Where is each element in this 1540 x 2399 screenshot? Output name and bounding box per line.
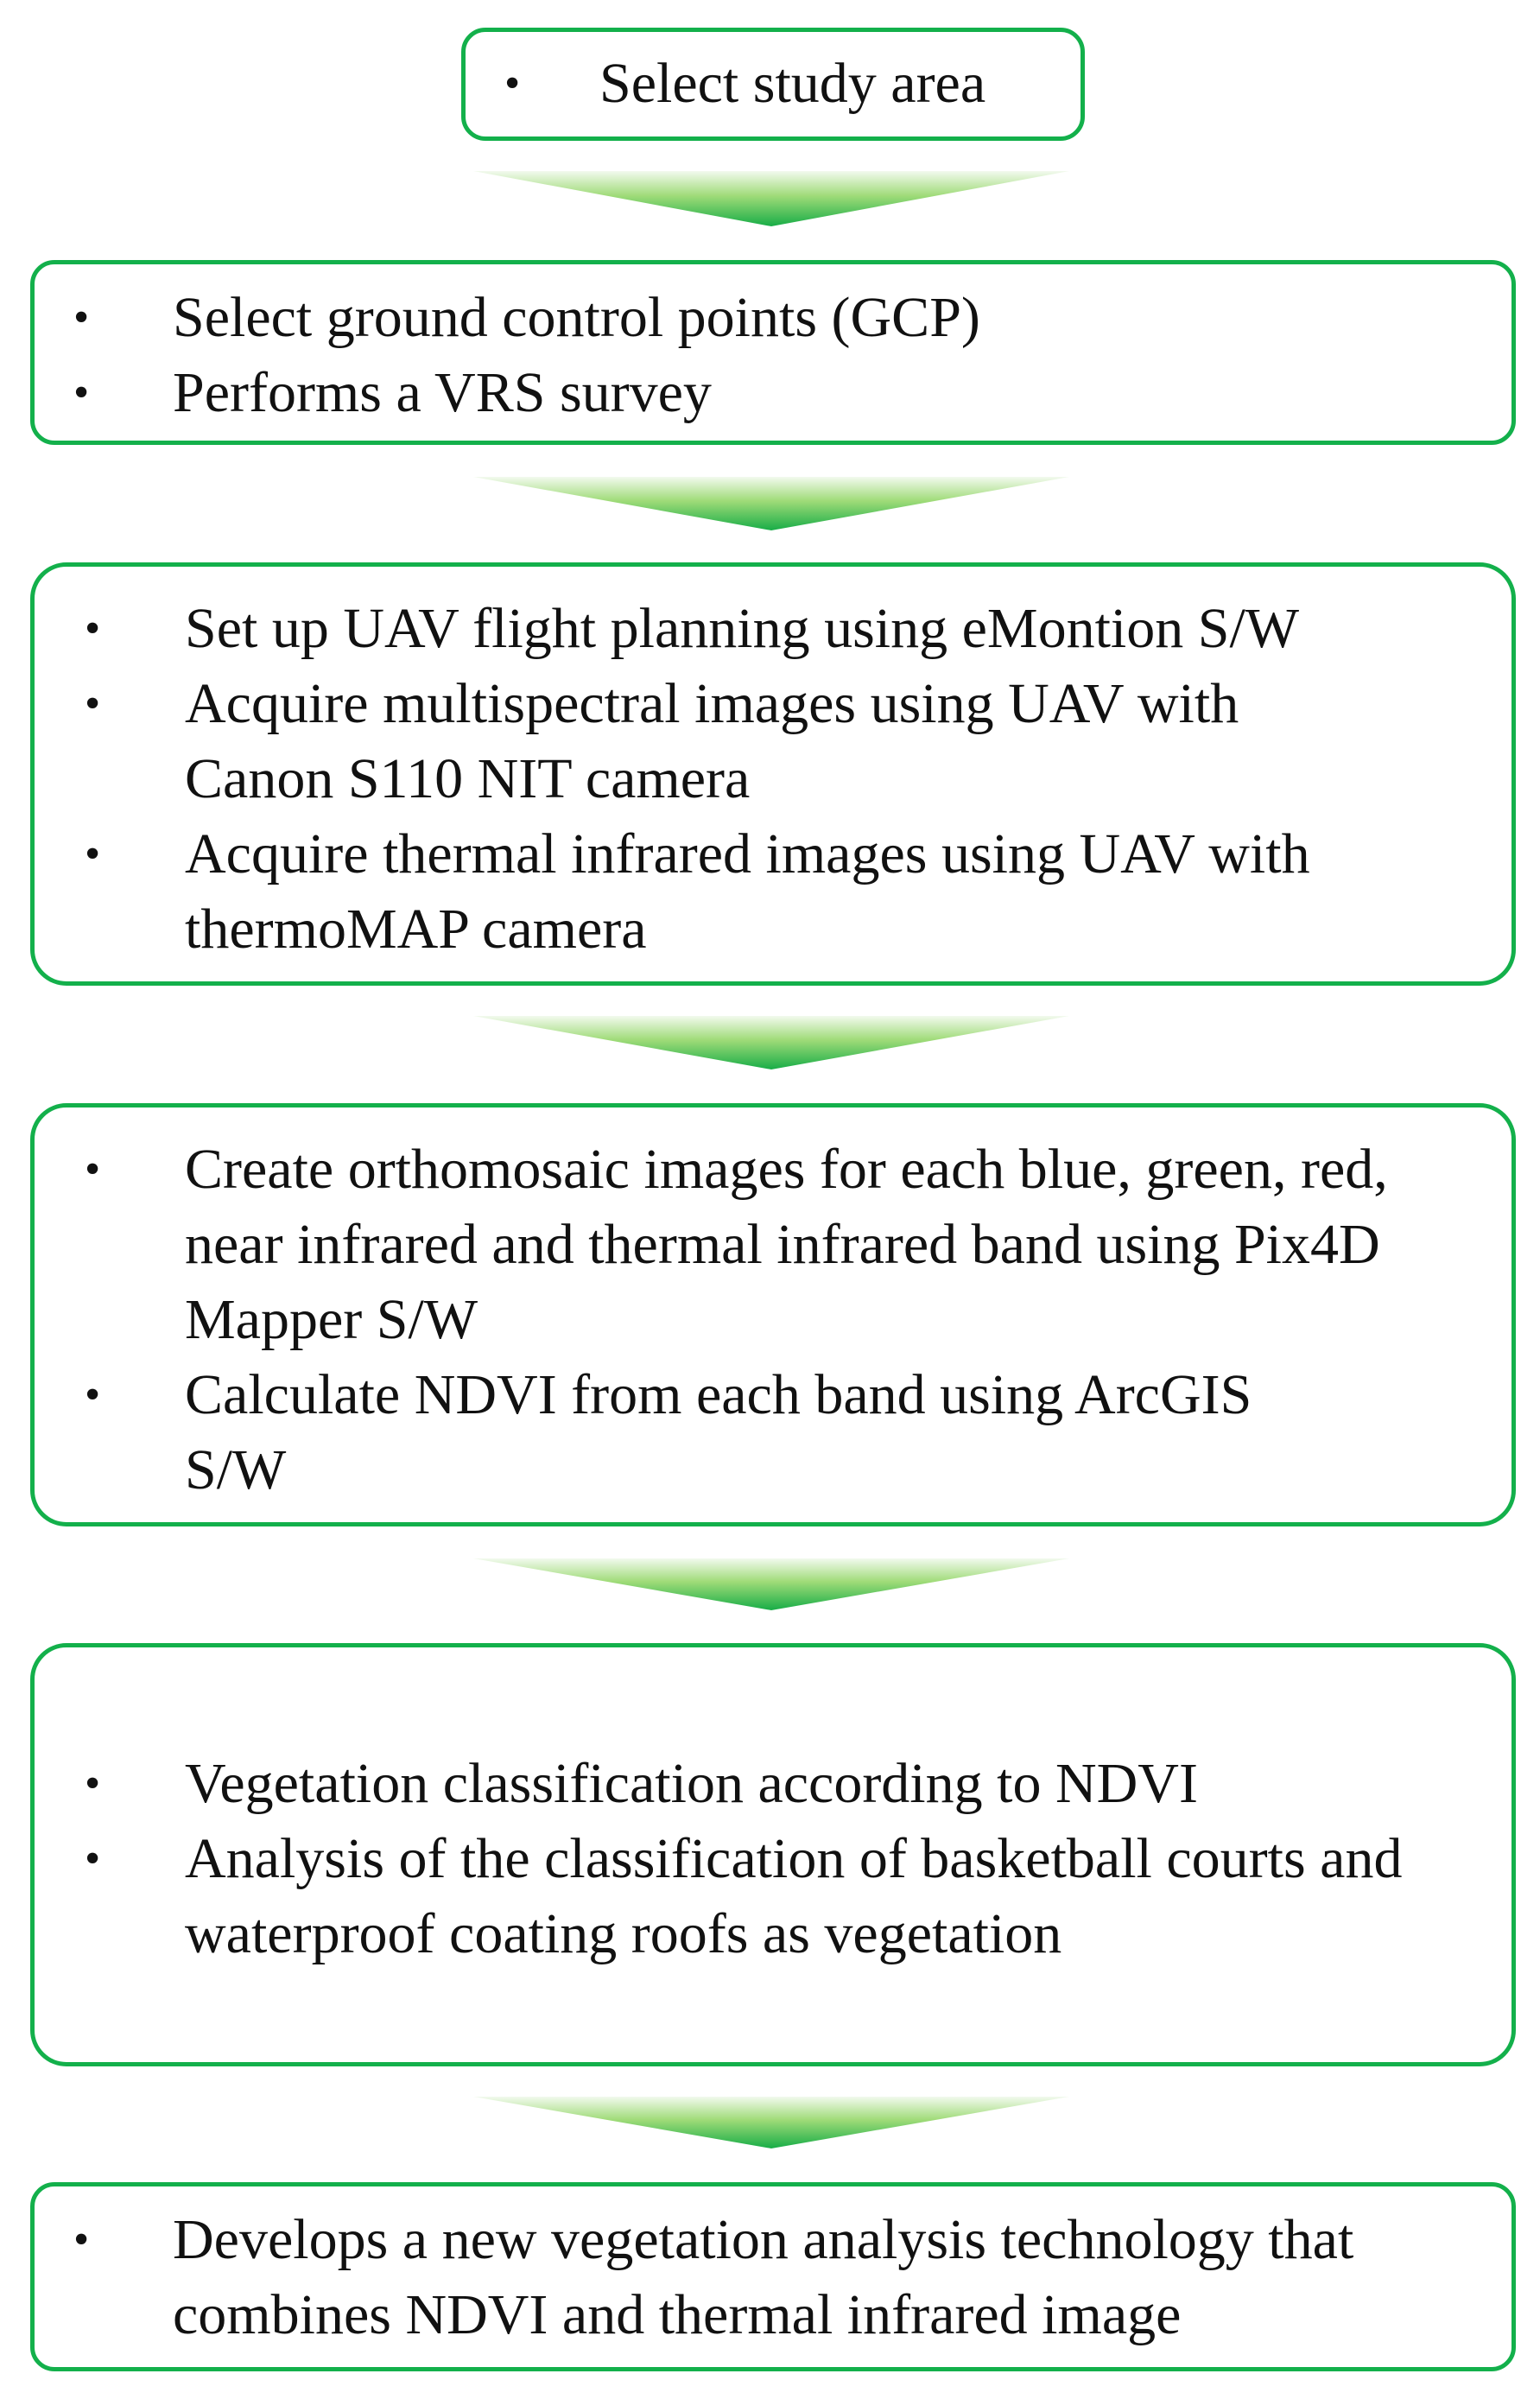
step-2-item: • Select ground control points (GCP)	[35, 280, 1511, 355]
step-3-item: • Set up UAV flight planning using eMontion S/W	[35, 591, 1511, 666]
bullet-icon: •	[73, 293, 90, 342]
step-2-item: • Performs a VRS survey	[35, 355, 1511, 430]
down-arrow-icon	[473, 1016, 1069, 1071]
step-4-item: • Calculate NDVI from each band using ArcGIS S/W	[35, 1357, 1511, 1507]
step-5-item: • Analysis of the classification of basketball courts and waterproof coating roofs as vegetation	[35, 1821, 1511, 1971]
down-arrow-icon	[473, 171, 1069, 228]
bullet-icon: •	[85, 1370, 101, 1419]
bullet-icon: •	[73, 2215, 90, 2264]
bullet-icon: •	[85, 1759, 101, 1808]
bullet-icon: •	[504, 59, 521, 108]
step-1-item: • Select study area	[466, 46, 1081, 121]
down-arrow-icon	[473, 1558, 1069, 1612]
step-3-item: • Acquire thermal infrared images using UAV with thermoMAP camera	[35, 816, 1511, 967]
step-6-item: • Develops a new vegetation analysis technology that combines NDVI and thermal infrared image	[35, 2202, 1511, 2352]
step-6-box	[30, 2182, 1516, 2371]
step-4-item: • Create orthomosaic images for each blue, green, red, near infrared and thermal infrared band using Pix4D Mapper S/W	[35, 1132, 1511, 1357]
bullet-icon: •	[85, 1834, 101, 1883]
bullet-icon: •	[85, 679, 101, 728]
step-3-item: • Acquire multispectral images using UAV with Canon S110 NIT camera	[35, 666, 1511, 816]
down-arrow-icon	[473, 477, 1069, 532]
down-arrow-icon	[473, 2097, 1069, 2150]
bullet-icon: •	[85, 1145, 101, 1194]
step-1-box	[461, 28, 1085, 141]
step-4-box	[30, 1103, 1516, 1526]
bullet-icon: •	[85, 829, 101, 879]
bullet-icon: •	[73, 368, 90, 417]
step-5-box	[30, 1643, 1516, 2066]
step-3-box	[30, 562, 1516, 986]
step-2-box	[30, 260, 1516, 445]
step-5-item: • Vegetation classification according to NDVI	[35, 1746, 1511, 1821]
bullet-icon: •	[85, 604, 101, 653]
